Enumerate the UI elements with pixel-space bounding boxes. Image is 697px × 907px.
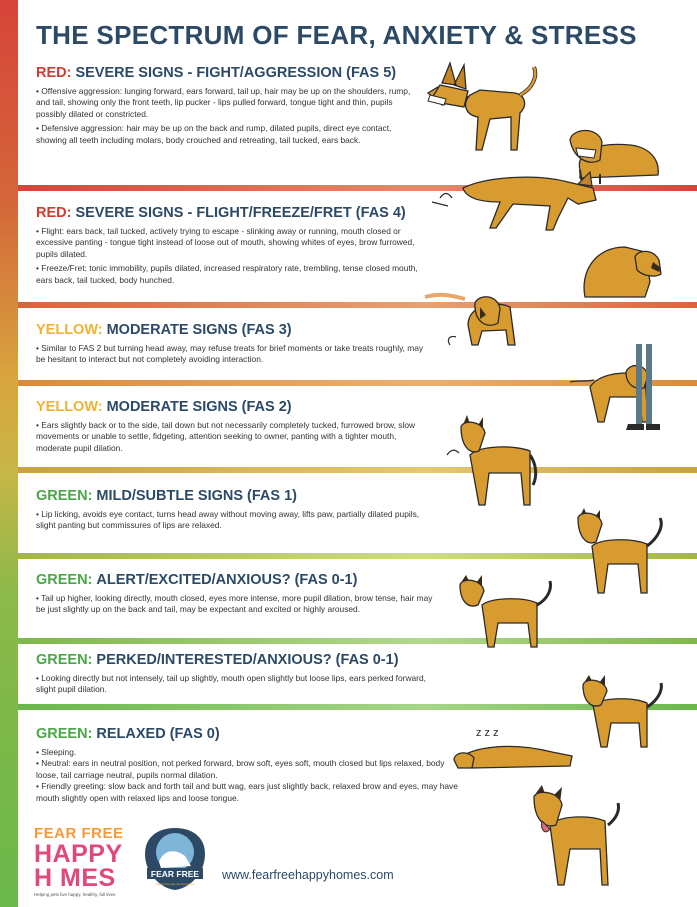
section-heading bbox=[36, 399, 428, 415]
logo-line3: H MES bbox=[34, 864, 116, 892]
section-fas2 bbox=[36, 399, 428, 457]
level-label: GREEN: bbox=[36, 726, 93, 742]
bullet: • Similar to FAS 2 but turning head away, may refuse treats for brief moments or take treats roughly, may be hesitant to interact but not completely avoiding interaction. bbox=[36, 343, 424, 365]
bullet: • Flight: ears back, tail tucked, actively trying to escape - slinking away or running, mouth closed or excessive panting - tongue tight instead of loose out of mouth, showing whites of eyes, brow furrowed, pupils dilated. bbox=[36, 226, 415, 259]
section-fas5 bbox=[36, 65, 416, 149]
dog-fas2-illustration bbox=[560, 342, 670, 432]
section-fas0-1-perked bbox=[36, 652, 436, 699]
heading-text: SEVERE SIGNS - FLIGHT/FREEZE/FRET (FAS 4) bbox=[75, 205, 406, 221]
section-fas3 bbox=[36, 322, 431, 369]
section-heading bbox=[36, 572, 436, 588]
level-label: RED: bbox=[36, 65, 72, 81]
dog-offensive-aggression-illustration bbox=[420, 55, 545, 160]
svg-text:z z z: z z z bbox=[476, 727, 499, 739]
heading-text: MODERATE SIGNS (FAS 2) bbox=[106, 399, 292, 415]
section-heading bbox=[36, 652, 436, 668]
section-fas0-1-alert bbox=[36, 572, 436, 619]
heading-text: RELAXED (FAS 0) bbox=[96, 726, 220, 742]
dog-flight-illustration bbox=[418, 168, 608, 238]
logo-line2: HAPPY bbox=[34, 840, 123, 868]
level-label: GREEN: bbox=[36, 572, 93, 588]
dog-greeting-illustration bbox=[520, 785, 630, 895]
section-fas4 bbox=[36, 205, 421, 289]
dog-sleeping-illustration bbox=[452, 722, 582, 772]
heading-text: ALERT/EXCITED/ANXIOUS? (FAS 0-1) bbox=[96, 572, 358, 588]
level-label: YELLOW: bbox=[36, 322, 103, 338]
section-heading bbox=[36, 65, 416, 81]
level-label: YELLOW: bbox=[36, 399, 103, 415]
heading-text: MODERATE SIGNS (FAS 3) bbox=[106, 322, 292, 338]
website-link[interactable]: www.fearfreehappyhomes.com bbox=[222, 868, 394, 882]
badge-text: FEAR FREE bbox=[150, 869, 200, 879]
dog-alert-illustration bbox=[452, 575, 562, 650]
bullet: • Sleeping. bbox=[36, 747, 77, 757]
section-heading bbox=[36, 322, 431, 338]
section-heading bbox=[36, 726, 461, 742]
dog-fas1-illustration bbox=[572, 508, 672, 598]
heading-text: MILD/SUBTLE SIGNS (FAS 1) bbox=[96, 488, 297, 504]
bullet: • Ears slightly back or to the side, tail down but not necessarily completely tucked, furrowed brow, slow movements or unable to settle, fidgeting, attention seeking to owner, panting with a tighter mouth, moderate pupil dilation. bbox=[36, 420, 416, 453]
bullet: • Friendly greeting: slow back and forth tail and butt wag, ears just slightly back, relaxed brow and eyes, may have mouth slightly open with relaxed lips and loose tongue. bbox=[36, 781, 458, 803]
dog-perked-illustration bbox=[575, 675, 670, 750]
bullet: • Tail up higher, looking directly, mouth closed, eyes more intense, more pupil dilation, brow tense, hair may be just slightly up on the back and tail, may be expectant and excited or highly aroused. bbox=[36, 593, 433, 615]
badge-tagline: Taking the pet out of pet•ified bbox=[155, 882, 195, 886]
bullet: • Lip licking, avoids eye contact, turns head away without moving away, lifts paw, partially dilated pupils, slight panting but commissures of lips are relaxed. bbox=[36, 509, 420, 531]
fear-free-happy-homes-logo bbox=[34, 825, 134, 897]
level-label: RED: bbox=[36, 205, 72, 221]
section-heading bbox=[36, 488, 436, 504]
level-label: GREEN: bbox=[36, 652, 93, 668]
bullet: • Looking directly but not intensely, tail up slightly, mouth open slightly but loose lips, ears perked forward, slight pupil dilation. bbox=[36, 673, 426, 695]
heading-text: SEVERE SIGNS - FIGHT/AGGRESSION (FAS 5) bbox=[75, 65, 397, 81]
fear-free-badge-logo bbox=[141, 826, 209, 892]
level-label: GREEN: bbox=[36, 488, 93, 504]
bullet: • Defensive aggression: hair may be up on the back and rump, dilated pupils, direct eye contact, showing all teeth including molars, body crouched and retreating, tail tucked, ears back. bbox=[36, 123, 392, 145]
bullet: • Freeze/Fret: tonic immobility, pupils dilated, increased respiratory rate, trembling, tense closed mouth, ears back, tail tucked, body hunched. bbox=[36, 263, 418, 285]
dog-fas3-illustration bbox=[420, 285, 535, 360]
section-divider bbox=[18, 638, 697, 644]
dog-fas2-standing-illustration bbox=[445, 415, 545, 510]
section-divider bbox=[18, 467, 697, 473]
section-fas0 bbox=[36, 726, 461, 807]
poster-title: THE SPECTRUM OF FEAR, ANXIETY & STRESS bbox=[36, 20, 637, 50]
bullet: • Neutral: ears in neutral position, not perked forward, brow soft, eyes soft, mouth closed but lips relaxed, body loose, tail carriage neutral, pupils normal dilation. bbox=[36, 758, 445, 780]
heading-text: PERKED/INTERESTED/ANXIOUS? (FAS 0-1) bbox=[96, 652, 399, 668]
bullet: • Offensive aggression: lunging forward, ears forward, tail up, hair may be up on the shoulders, rump, and tail, showing only the front teeth, lip pucker - lips pulled forward, tongue tight and thin, pupils possibly dilated or constricted. bbox=[36, 86, 411, 119]
section-divider bbox=[18, 302, 697, 308]
logo-line1: FEAR FREE bbox=[34, 825, 124, 842]
logo-tagline: Helping pets live happy, healthy, full lives bbox=[34, 892, 116, 897]
section-fas1 bbox=[36, 488, 436, 535]
section-heading bbox=[36, 205, 421, 221]
dog-freeze-illustration bbox=[575, 232, 670, 302]
